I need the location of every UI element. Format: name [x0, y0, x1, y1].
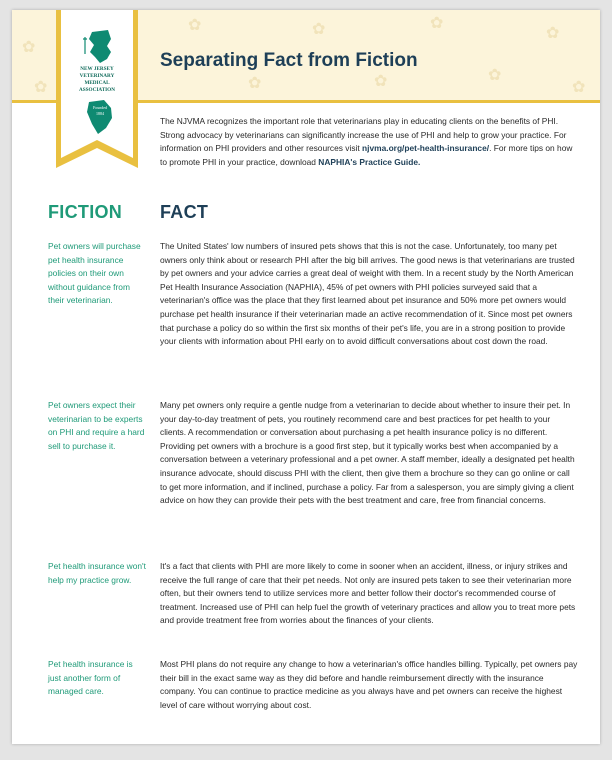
paw-print-icon: ✿: [488, 67, 502, 84]
intro-text: The NJVMA recognizes the important role that veterinarians play in educating clients on the benefits of PHI. Strong advocacy by veterinarians can significantly increase the use of PHI and help to grow your practice. For information on PHI providers and other resources visit: [160, 116, 567, 154]
page-title: Separating Fact from Fiction: [160, 50, 418, 71]
fact-heading: FACT: [160, 202, 209, 222]
paw-print-icon: ✿: [34, 79, 48, 96]
practice-guide-link[interactable]: NAPHIA's Practice Guide.: [318, 156, 421, 167]
fiction-heading: FICTION: [48, 202, 123, 222]
paw-print-icon: ✿: [22, 39, 36, 56]
fiction-statement-1: Pet owners will purchase pet health insurance policies on their own without guidance from their veterinarian.: [48, 241, 141, 305]
fact-paragraph-4: Most PHI plans do not require any change to how a veterinarian's office handles billing. Typically, pet owners pay their bill in the exact same way as they did before and handle reimbursement directly with the insurance company. You can continue to practice medicine as you always have and pet owners can receive the highest level of care without worrying about cost.: [160, 659, 578, 710]
njvma-logo-banner: [56, 10, 138, 168]
intro-text-2: . For more tips on how to promote PHI in your practice, download: [160, 143, 573, 167]
logo-line-3: MEDICAL: [84, 80, 110, 86]
resources-link[interactable]: njvma.org/pet-health-insurance/: [362, 143, 490, 154]
paw-print-icon: ✿: [430, 15, 444, 32]
paw-print-icon: ✿: [374, 73, 388, 90]
document-page: [12, 10, 600, 744]
fiction-statement-3: Pet health insurance won't help my practice grow.: [48, 561, 146, 585]
logo-line-2: VETERINARY: [79, 73, 115, 79]
paw-print-icon: ✿: [546, 25, 560, 42]
logo-founded: Founded: [93, 105, 107, 110]
fact-paragraph-3: It's a fact that clients with PHI are more likely to come in sooner when an accident, illness, or injury strikes and receive the full range of care that their pet needs. Not only are insured pets taken to see their veterinarian more often, but their owners tend to utilize services more and better follow their doctor's recommended course of treatment. Increased use of PHI can help fuel the growth of veterinary practices and allow you to treat more pets and provide treatment free from worries about the finances of your clients.: [160, 561, 576, 626]
intro-paragraph: [160, 115, 578, 169]
fact-paragraph-1: The United States' low numbers of insured pets shows that this is not the case. Unfortunately, too many pet owners only think about or research PHI after the big bill arrives. The good news is that veterinarians are trusted by pet owners and your advice carries a great deal of weight with them. In a recent study by the North American Pet Health Insurance Association (NAPHIA), 45% of pet owners with PHI policies surveyed said that a veterinarian's office was the place that they first learned about pet insurance and 50% more pet owners would purchase pet health insurance if their veterinarian made an active recommendation of it. Since most pet owners that purchase a policy do so within the first six months of their pet's life, you are in a strong position to provide your clients with information about PHI early on to avoid difficult conversations about cost down the road.: [160, 241, 575, 347]
logo-line-4: ASSOCIATION: [79, 87, 115, 93]
logo-year: 1884: [96, 111, 104, 116]
fact-paragraph-2: Many pet owners only require a gentle nudge from a veterinarian to decide about whether to insure their pet. In your day-to-day treatment of pets, you routinely recommend care and best practices for pet health to your clients. A recommendation or conversation about purchasing a pet health insurance policy is no different. Providing pet owners with a brochure is a good first step, but it typically works best when accompanied by a conversation between a veterinary professional and a pet owner. A staff member, ideally a designated pet health insurance advocate, should discuss PHI with the client, then give them a brochure so they can go online or call to get more information, and if inclined, purchase a policy. Far from a salesperson, you are simply giving a client advice on how they can provide their pets with the best treatment and care, free from financial concerns.: [160, 400, 575, 506]
paw-print-icon: ✿: [312, 21, 326, 38]
fiction-statement-2: Pet owners expect their veterinarian to be experts on PHI and require a hard sell to purchase it.: [48, 400, 145, 451]
paw-print-icon: ✿: [248, 75, 262, 92]
logo-line-1: NEW JERSEY: [80, 66, 114, 72]
fiction-statement-4: Pet health insurance is just another form of managed care.: [48, 659, 133, 696]
paw-print-icon: ✿: [188, 17, 202, 34]
paw-print-icon: ✿: [572, 79, 586, 96]
